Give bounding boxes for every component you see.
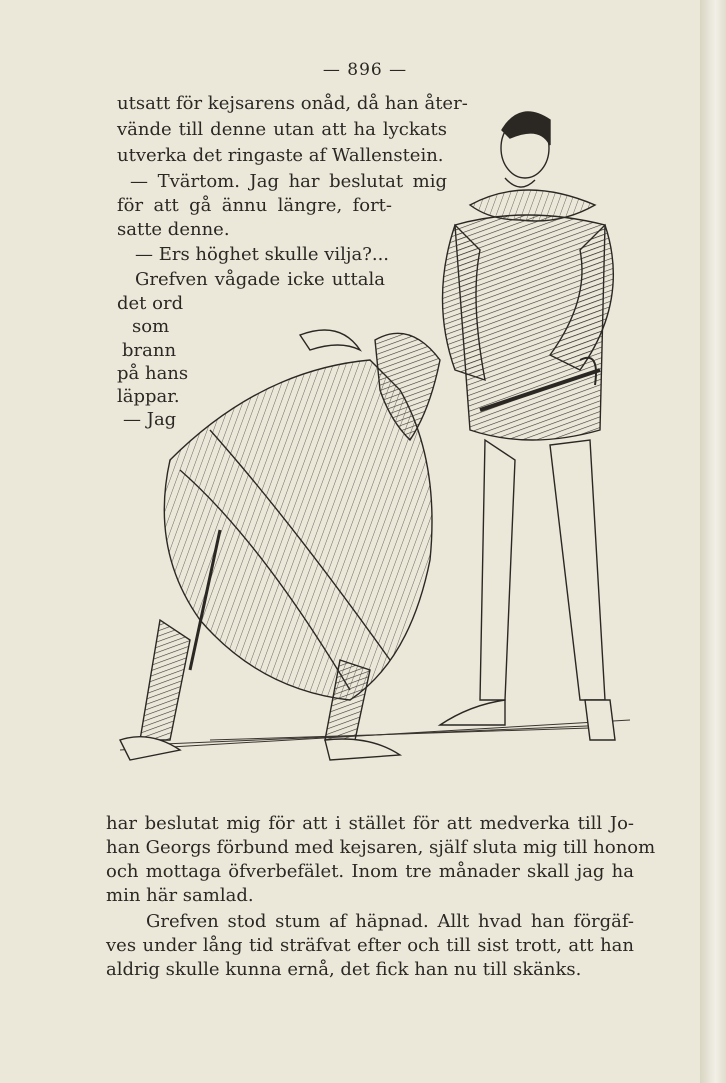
- text-line: Grefven stod stum af häpnad. Allt hvad han förgäf-: [146, 911, 634, 932]
- text-line: vände till denne utan att ha lyckats: [117, 119, 447, 140]
- page-edge: [700, 0, 726, 1083]
- text-line: Grefven vågade icke uttala: [135, 269, 385, 290]
- text-line: aldrig skulle kunna ernå, det fick han nu till skänks.: [106, 959, 582, 980]
- text-line: för att gå ännu längre, fort-: [117, 195, 392, 216]
- text-line: som: [132, 316, 170, 337]
- text-line: satte denne.: [117, 219, 230, 240]
- text-line: brann: [122, 340, 177, 361]
- text-line: — Tvärtom. Jag har beslutat mig: [130, 171, 447, 192]
- text-line: och mottaga öfverbefälet. Inom tre månader skall jag ha: [106, 861, 634, 882]
- text-line: på hans: [117, 363, 189, 384]
- page-number: — 896 —: [322, 60, 408, 80]
- text-line: min här samlad.: [106, 885, 254, 906]
- text-line: ves under lång tid sträfvat efter och till sist trott, att han: [106, 935, 634, 956]
- text-line: utverka det ringaste af Wallenstein.: [117, 145, 444, 166]
- text-line: — Ers höghet skulle vilja?...: [135, 244, 390, 265]
- text-line: utsatt för kejsarens onåd, då han åter-: [117, 93, 468, 114]
- standing-nobleman: [440, 112, 615, 740]
- text-line: han Georgs förbund med kejsaren, själf sluta mig till honom: [106, 837, 656, 858]
- text-line: har beslutat mig för att i stället för att medverka till Jo-: [106, 813, 634, 834]
- text-line: — Jag: [123, 409, 177, 430]
- text-line: det ord: [117, 293, 184, 314]
- text-line: läppar.: [117, 386, 180, 407]
